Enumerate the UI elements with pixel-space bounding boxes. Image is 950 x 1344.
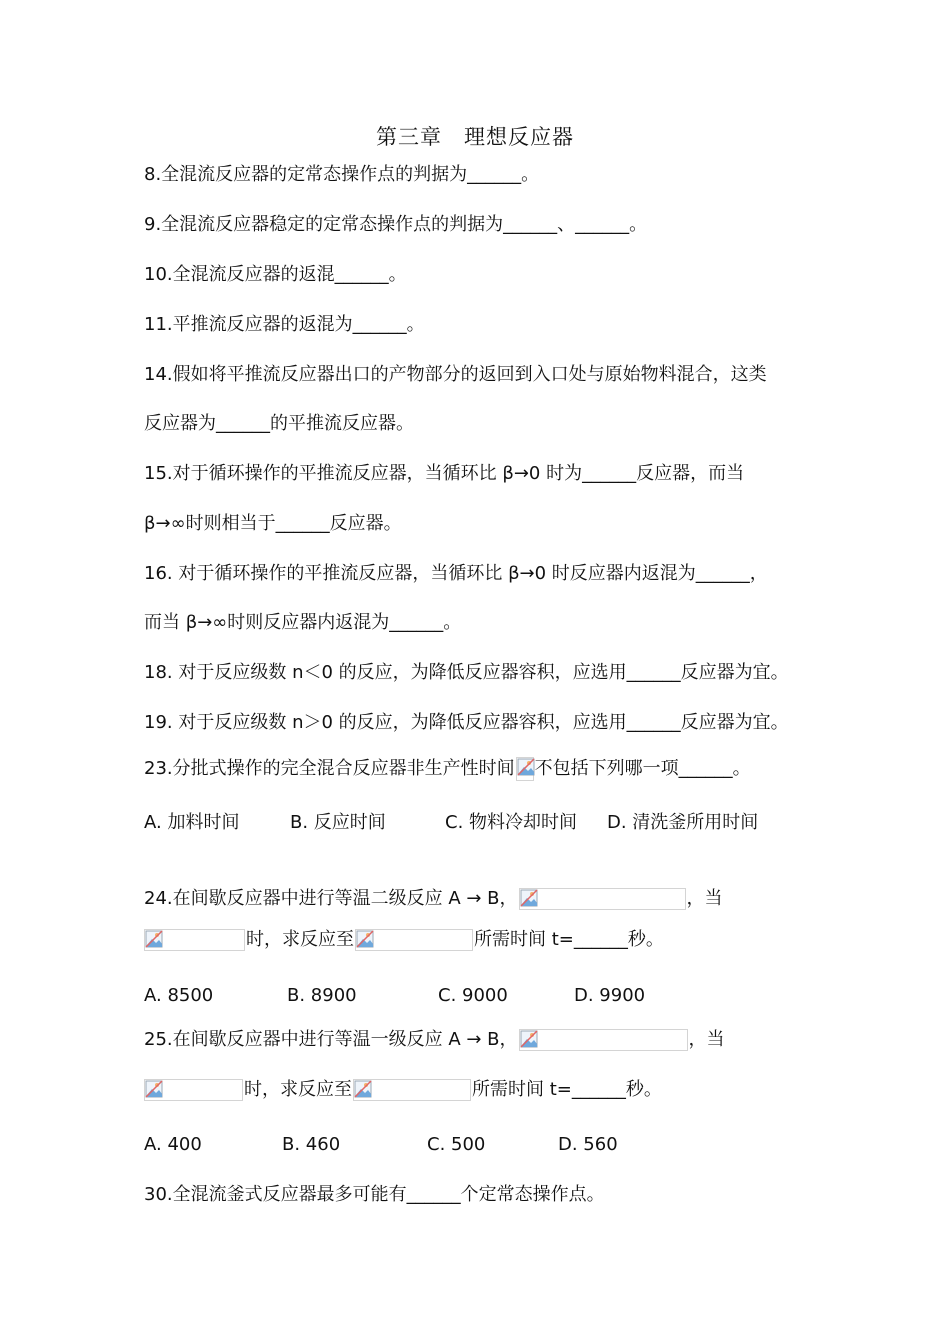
question-25-line2 [144, 1075, 662, 1105]
question-25-line1 [144, 1025, 725, 1055]
question-11: 11.平推流反应器的返混为______。 [144, 314, 425, 335]
question-24-text-post: ，当 [686, 888, 723, 909]
question-9: 9.全混流反应器稳定的定常态操作点的判据为______、______。 [144, 214, 648, 235]
broken-image-icon [144, 1079, 243, 1101]
question-25-text-end: 所需时间 t=______秒。 [472, 1079, 662, 1100]
question-15-line1: 15.对于循环操作的平推流反应器，当循环比 β→0 时为______反应器，而当 [144, 463, 745, 484]
question-25-text-mid: 时，求反应至 [244, 1079, 352, 1100]
question-8: 8.全混流反应器的定常态操作点的判据为______。 [144, 164, 540, 185]
q24-option-a: A. 8500 [144, 985, 214, 1006]
question-25-text-post: ，当 [688, 1029, 725, 1050]
question-24-text-mid: 时，求反应至 [246, 929, 354, 950]
broken-image-icon [353, 1079, 471, 1101]
q25-option-d: D. 560 [558, 1134, 618, 1155]
question-30: 30.全混流釜式反应器最多可能有______个定常态操作点。 [144, 1184, 605, 1205]
q25-option-a: A. 400 [144, 1134, 202, 1155]
chapter-title: 第三章 理想反应器 [376, 125, 574, 149]
q23-option-a: A. 加料时间 [144, 812, 240, 833]
question-18: 18. 对于反应级数 n＜0 的反应，为降低反应器容积，应选用______反应器为宜。 [144, 662, 789, 683]
question-16-line1: 16. 对于循环操作的平推流反应器，当循环比 β→0 时反应器内返混为______， [144, 563, 768, 584]
q24-option-b: B. 8900 [287, 985, 357, 1006]
question-24-line2 [144, 925, 664, 955]
broken-image-icon [519, 888, 686, 910]
broken-image-icon [355, 929, 473, 951]
q23-option-d: D. 清洗釜所用时间 [607, 812, 759, 833]
question-24-line1 [144, 884, 723, 914]
broken-image-icon [144, 929, 245, 951]
question-25-text-pre: 25.在间歇反应器中进行等温一级反应 A → B， [144, 1029, 518, 1050]
question-19: 19. 对于反应级数 n＞0 的反应，为降低反应器容积，应选用______反应器为宜。 [144, 712, 789, 733]
question-24-text-pre: 24.在间歇反应器中进行等温二级反应 A → B， [144, 888, 518, 909]
question-16-line2: 而当 β→∞时则反应器内返混为______。 [144, 612, 462, 633]
q25-option-b: B. 460 [282, 1134, 341, 1155]
question-10: 10.全混流反应器的返混______。 [144, 264, 407, 285]
q25-option-c: C. 500 [427, 1134, 486, 1155]
q24-option-c: C. 9000 [438, 985, 508, 1006]
q23-option-b: B. 反应时间 [290, 812, 386, 833]
question-23-text-pre: 23.分批式操作的完全混合反应器非生产性时间 [144, 758, 515, 779]
broken-image-icon [516, 757, 534, 781]
broken-image-icon [519, 1029, 688, 1051]
q23-option-c: C. 物料冷却时间 [445, 812, 578, 833]
question-14-line1: 14.假如将平推流反应器出口的产物部分的返回到入口处与原始物料混合，这类 [144, 364, 767, 385]
question-14-line2: 反应器为______的平推流反应器。 [144, 413, 414, 434]
question-23-text-post: 不包括下列哪一项______。 [534, 758, 751, 779]
question-15-line2: β→∞时则相当于______反应器。 [144, 513, 402, 534]
question-23 [144, 754, 751, 784]
q24-option-d: D. 9900 [574, 985, 646, 1006]
question-24-text-end: 所需时间 t=______秒。 [474, 929, 664, 950]
